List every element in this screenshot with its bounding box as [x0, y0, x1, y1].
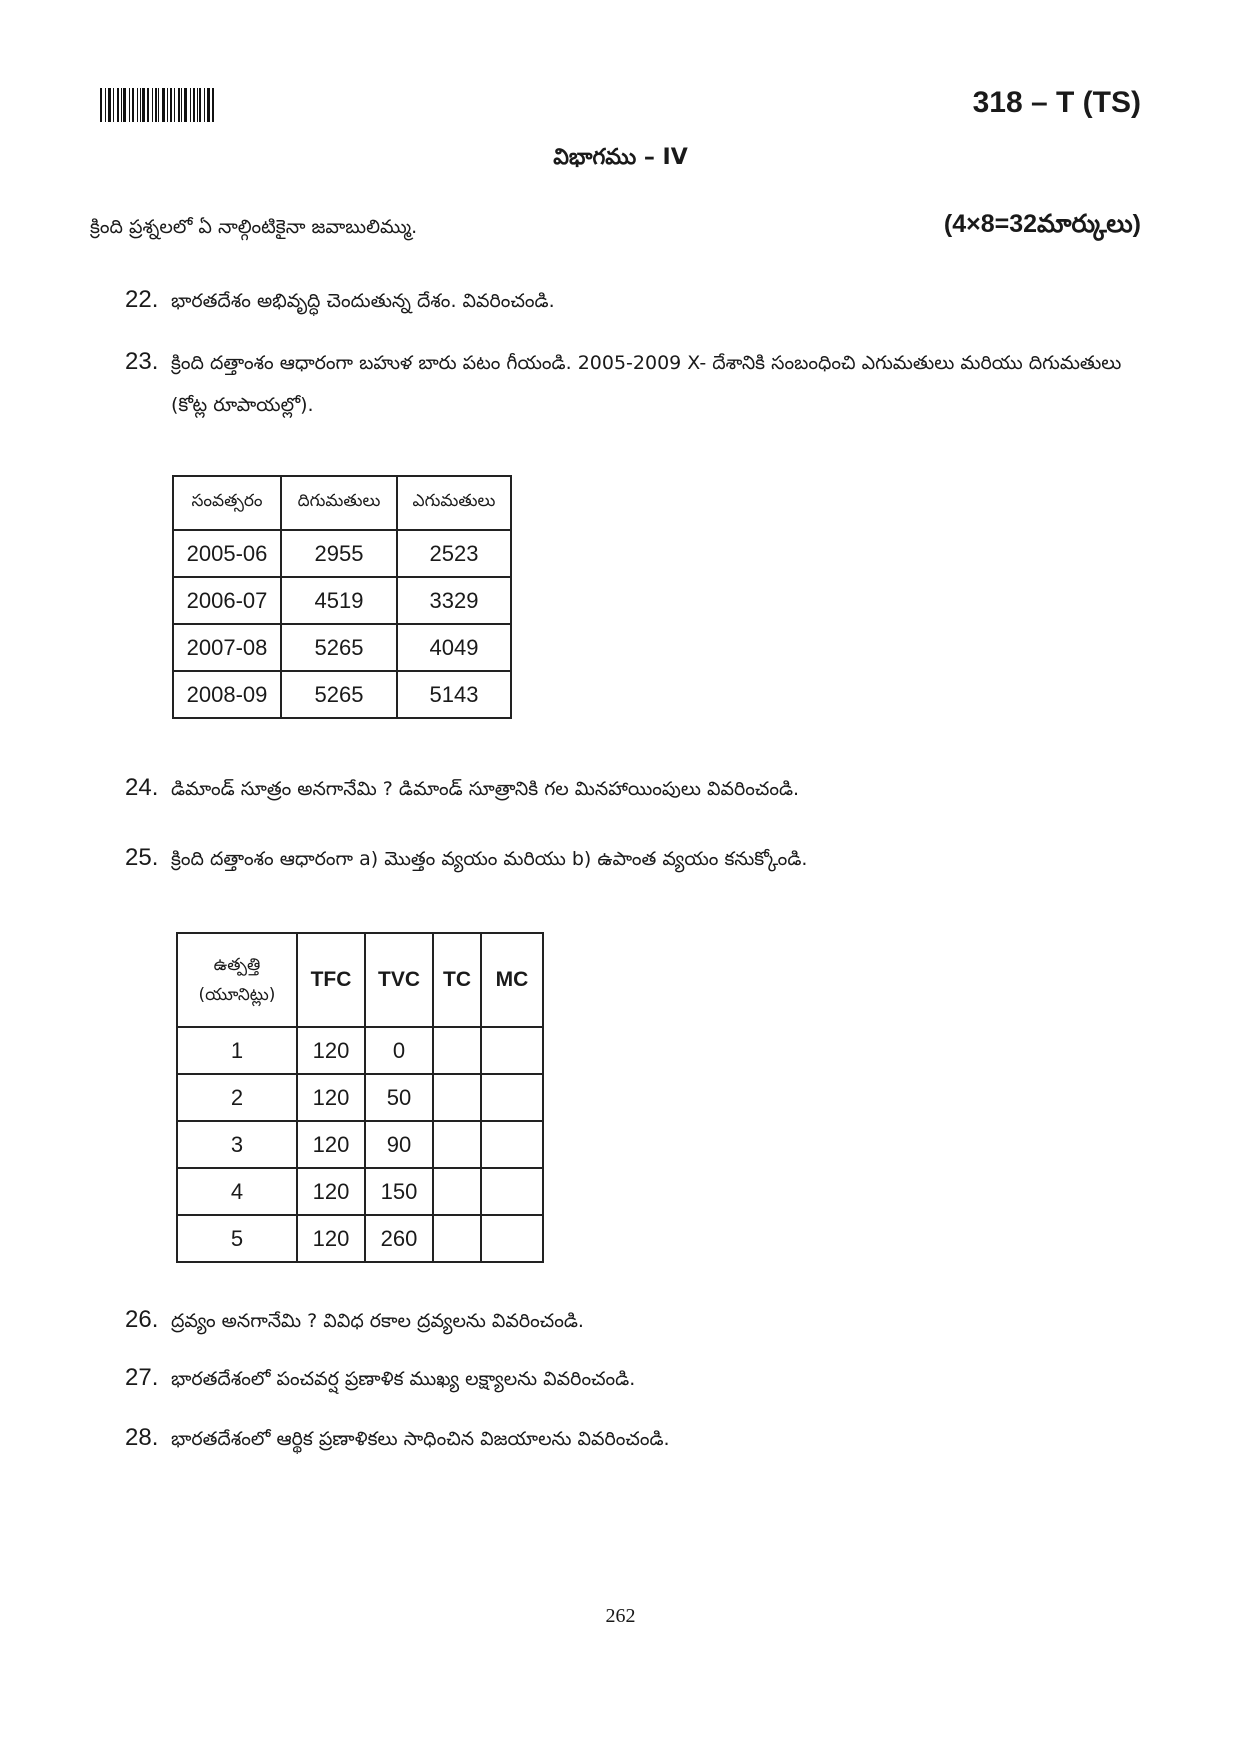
table-cell: 2955 — [281, 530, 397, 577]
trade-table — [172, 475, 512, 719]
question-number: 24. — [125, 774, 159, 801]
table-cell: 0 — [365, 1027, 433, 1074]
column-header: ఎగుమతులు — [397, 476, 511, 530]
table-cell — [433, 1215, 481, 1262]
question-number: 22. — [125, 286, 159, 313]
column-header: MC — [481, 933, 543, 1027]
table-row — [177, 1168, 543, 1215]
column-header: TFC — [297, 933, 365, 1027]
column-header: TC — [433, 933, 481, 1027]
question-22 — [125, 280, 555, 322]
table-row — [177, 1074, 543, 1121]
table-cell: 2 — [177, 1074, 297, 1121]
table-cell: 5143 — [397, 671, 511, 718]
question-number: 23. — [125, 348, 159, 375]
question-text: భారతదేశంలో ఆర్థిక ప్రణాళికలు సాధించిన విజయాలను వివరించండి. — [171, 1428, 670, 1450]
table-cell: 120 — [297, 1215, 365, 1262]
table-cell: 120 — [297, 1074, 365, 1121]
table-cell: 50 — [365, 1074, 433, 1121]
column-header — [177, 933, 297, 1027]
column-header: సంవత్సరం — [173, 476, 281, 530]
table-header-row — [173, 476, 511, 530]
question-26 — [125, 1300, 584, 1342]
table-cell — [481, 1121, 543, 1168]
table-cell — [481, 1168, 543, 1215]
section-title: విభాగము – IV — [553, 145, 688, 170]
question-text: క్రింది దత్తాంశం ఆధారంగా బహుళ బారు పటం గీయండి. 2005-2009 X- దేశానికి సంబంధించి ఎగుమతులు మరియు దిగుమతులు (కోట్ల రూపాయల్లో). — [171, 352, 1122, 416]
question-number: 25. — [125, 844, 159, 871]
question-text: క్రింది దత్తాంశం ఆధారంగా a) మొత్తం వ్యయం మరియు b) ఉపాంత వ్యయం కనుక్కోండి. — [171, 848, 808, 870]
question-text: భారతదేశం అభివృద్ధి చెందుతున్న దేశం. వివరించండి. — [171, 290, 555, 312]
table-header-row — [177, 933, 543, 1027]
table-row — [173, 577, 511, 624]
table-row — [177, 1215, 543, 1262]
table-cell — [433, 1027, 481, 1074]
question-23 — [125, 342, 1131, 426]
question-24 — [125, 768, 799, 810]
table-cell: 120 — [297, 1121, 365, 1168]
question-27 — [125, 1358, 635, 1400]
table-cell: 90 — [365, 1121, 433, 1168]
table-cell: 4 — [177, 1168, 297, 1215]
question-number: 26. — [125, 1306, 159, 1333]
table-cell — [481, 1074, 543, 1121]
table-cell: 4049 — [397, 624, 511, 671]
output-units-label: (యూనిట్లు) — [198, 985, 276, 1005]
table-cell: 120 — [297, 1168, 365, 1215]
table-cell: 5265 — [281, 624, 397, 671]
paper-code: 318 – T (TS) — [972, 86, 1141, 119]
question-number: 28. — [125, 1424, 159, 1451]
question-25 — [125, 838, 807, 880]
table-cell: 260 — [365, 1215, 433, 1262]
table-cell — [433, 1168, 481, 1215]
table-cell: 4519 — [281, 577, 397, 624]
column-header: దిగుమతులు — [281, 476, 397, 530]
cost-table — [176, 932, 544, 1263]
table-cell: 2008-09 — [173, 671, 281, 718]
table-cell — [481, 1027, 543, 1074]
table-row — [173, 624, 511, 671]
table-cell — [481, 1215, 543, 1262]
question-text: ద్రవ్యం అనగానేమి ? వివిధ రకాల ద్రవ్యలను వివరించండి. — [171, 1310, 584, 1332]
page-number: 262 — [605, 1605, 636, 1627]
table-cell — [433, 1121, 481, 1168]
table-cell: 1 — [177, 1027, 297, 1074]
question-text: డిమాండ్ సూత్రం అనగానేమి ? డిమాండ్ సూత్రానికి గల మినహాయింపులు వివరించండి. — [171, 778, 800, 800]
marks-allocation: (4×8=32మార్కులు) — [943, 210, 1141, 238]
table-cell: 2005-06 — [173, 530, 281, 577]
output-label: ఉత్పత్తి — [213, 955, 261, 975]
table-cell: 150 — [365, 1168, 433, 1215]
table-cell: 120 — [297, 1027, 365, 1074]
table-cell: 3329 — [397, 577, 511, 624]
question-text: భారతదేశంలో పంచవర్ష ప్రణాళిక ముఖ్య లక్ష్యాలను వివరించండి. — [171, 1368, 636, 1390]
instruction: క్రింది ప్రశ్నలలో ఏ నాల్గింటికైనా జవాబులిమ్ము. — [90, 216, 418, 238]
table-cell: 2006-07 — [173, 577, 281, 624]
table-cell: 3 — [177, 1121, 297, 1168]
table-cell — [433, 1074, 481, 1121]
table-row — [173, 671, 511, 718]
question-28 — [125, 1418, 670, 1460]
table-row — [177, 1121, 543, 1168]
table-row — [177, 1027, 543, 1074]
question-number: 27. — [125, 1364, 159, 1391]
table-cell: 5265 — [281, 671, 397, 718]
table-cell: 2523 — [397, 530, 511, 577]
column-header: TVC — [365, 933, 433, 1027]
table-cell: 5 — [177, 1215, 297, 1262]
table-row — [173, 530, 511, 577]
table-cell: 2007-08 — [173, 624, 281, 671]
